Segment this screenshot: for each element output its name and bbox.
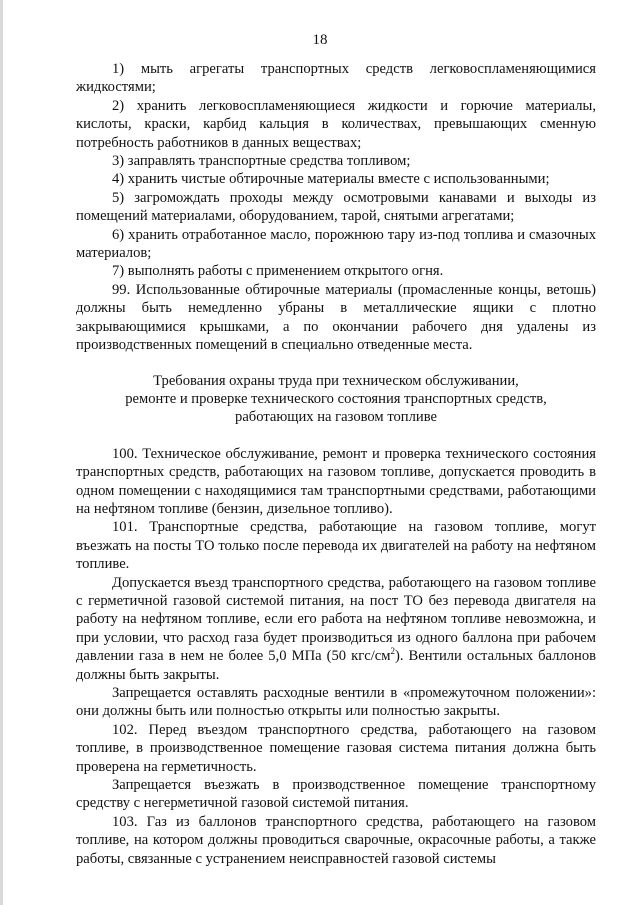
paragraph-101: 101. Транспортные средства, работающие на газовом топливе, могут въезжать на посты ТО только после перевода их двигателей на работу на нефтяном топливе. xyxy=(76,519,596,573)
scan-edge-shadow xyxy=(0,0,3,905)
paragraph-100: 100. Техническое обслуживание, ремонт и проверка технического состояния транспортных средств, работающих на газовом топливе, допускается проводить в одном помещении с находящимися там транспортными средствами, работающими на нефтяном топливе (бензин, дизельное топливо). xyxy=(76,445,596,517)
list-item-1: 1) мыть агрегаты транспортных средств легковоспламеняющимися жидкостями; xyxy=(76,61,596,96)
paragraph-101-allowance xyxy=(76,574,596,684)
paragraph-102-prohibition: Запрещается въезжать в производственное помещение транспортному средству с негерметичной газовой системой питания. xyxy=(76,777,596,812)
paragraph-101-prohibition: Запрещается оставлять расходные вентили в «промежуточном положении»: они должны быть или полностью открыты или полностью закрыты. xyxy=(76,685,596,720)
list-item-2: 2) хранить легковоспламеняющиеся жидкости и горючие материалы, кислоты, краски, карбид кальция в количествах, превышающих сменную потребность работников в данных веществах; xyxy=(76,97,596,151)
superscript-2: 2 xyxy=(390,646,395,657)
list-item-5: 5) загромождать проходы между осмотровыми канавами и выходы из помещений материалами, оборудованием, тарой, снятыми агрегатами; xyxy=(76,189,596,225)
paragraph-99: 99. Использованные обтирочные материалы (промасленные концы, ветошь) должны быть немедленно убраны в металлические ящики с плотно закрывающимися крышками, а по окончании рабочего дня удалены из производственных помещений в специально отведенные места. xyxy=(76,281,596,354)
list-item-7: 7) выполнять работы с применением открытого огня. xyxy=(112,263,444,280)
paragraph-101-allowance-end: ). Вентили остальных баллонов должны быть закрыты. xyxy=(76,648,597,683)
section-heading-line-3: работающих на газовом топливе xyxy=(235,409,437,426)
section-heading-line-2: ремонте и проверке технического состояния транспортных средств, xyxy=(125,390,547,407)
paragraph-103: 103. Газ из баллонов транспортного средства, работающего на газовом топливе, на котором должны проводиться сварочные, окрасочные работы, а также работы, связанные с устранением неисправностей газовой системы xyxy=(76,813,596,867)
body-text xyxy=(76,60,596,868)
paragraph-102: 102. Перед въездом транспортного средства, работающего на газовом топливе, в производственное помещение газовая система питания должна быть проверена на герметичность. xyxy=(76,721,596,775)
section-heading xyxy=(76,372,596,427)
section-heading-line-1: Требования охраны труда при техническом обслуживании, xyxy=(153,372,519,389)
list-item-6: 6) хранить отработанное масло, порожнюю тару из-под топлива и смазочных материалов; xyxy=(76,226,596,262)
list-item-3: 3) заправлять транспортные средства топливом; xyxy=(112,153,411,170)
list-item-4: 4) хранить чистые обтирочные материалы вместе с использованными; xyxy=(112,171,550,188)
paragraph-101-allowance-text: Допускается въезд транспортного средства, работающего на газовом топливе с герметичной газовой системой питания, на пост ТО без перевода двигателя на работу на нефтяном топливе, если его работа на нефтяном топливе невозможна, и при условии, что расход газа будет производиться из одного баллона при рабочем давлении газа в нем не более 5,0 МПа (50 кгс/см xyxy=(76,574,596,665)
page-number: 18 xyxy=(312,32,328,48)
